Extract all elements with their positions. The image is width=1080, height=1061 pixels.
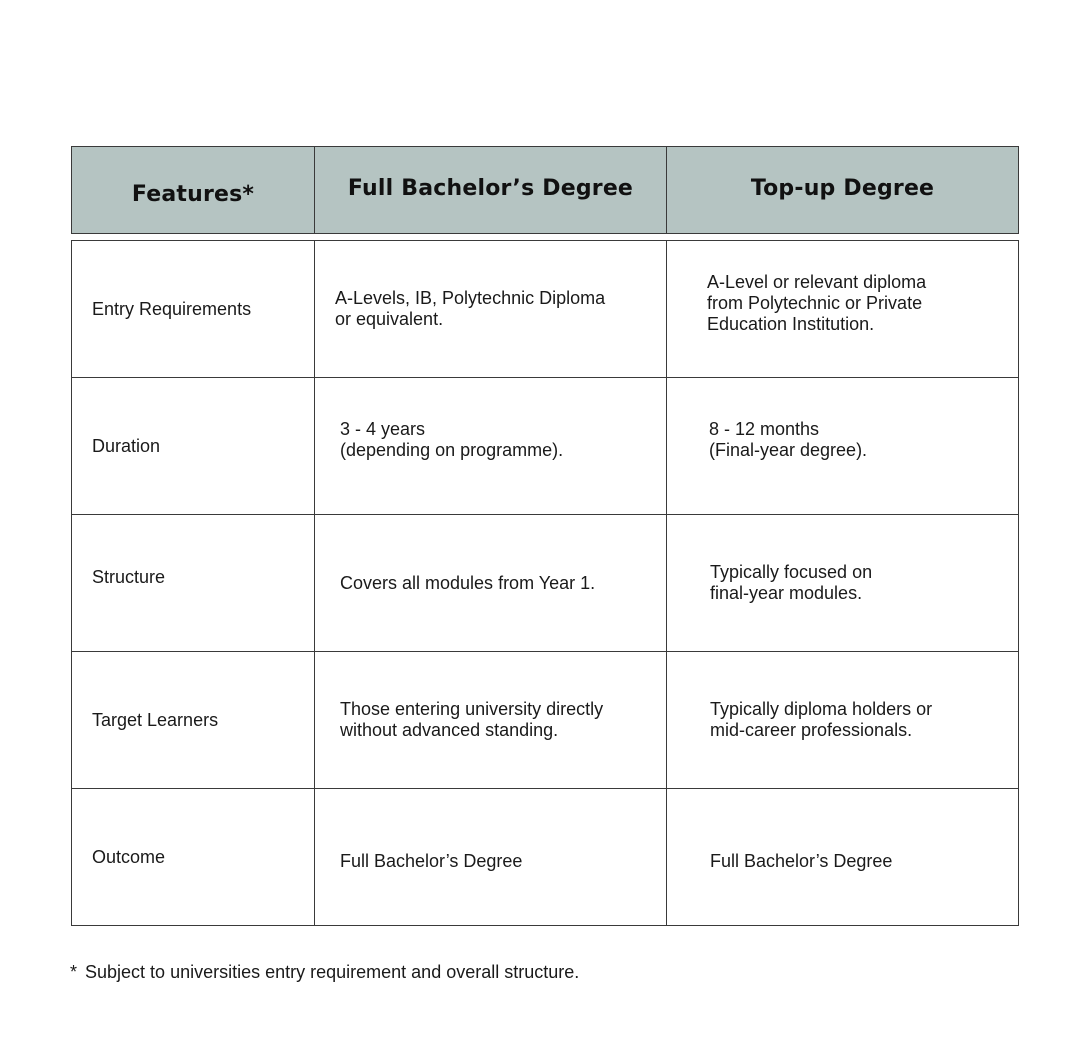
feature-cell (72, 652, 315, 789)
footnote (70, 962, 579, 983)
feature-label: Target Learners (92, 709, 219, 730)
footnote-text: Subject to universities entry requirement and overall structure. (85, 962, 580, 982)
comparison-table-header (71, 146, 1019, 234)
full-degree-cell (315, 652, 667, 789)
full-degree-cell (315, 241, 667, 378)
header-top-up-degree: Top-up Degree (667, 147, 1019, 234)
topup-degree-cell (667, 515, 1019, 652)
feature-cell (72, 241, 315, 378)
full-degree-value: 3 - 4 years (depending on programme). (340, 419, 564, 460)
feature-label: Entry Requirements (92, 298, 252, 319)
topup-degree-value: Full Bachelor’s Degree (710, 850, 893, 871)
table-row-structure (72, 515, 1019, 652)
footnote-marker: * (70, 962, 78, 982)
feature-label: Duration (92, 435, 161, 456)
full-degree-cell (315, 789, 667, 926)
topup-degree-value: Typically diploma holders or mid-career professionals. (710, 699, 933, 740)
feature-label: Structure (92, 566, 166, 587)
full-degree-value: Those entering university directly without advanced standing. (340, 699, 604, 740)
feature-cell (72, 515, 315, 652)
topup-degree-value: 8 - 12 months (Final-year degree). (709, 419, 868, 460)
header-full-bachelors-degree: Full Bachelor’s Degree (315, 147, 667, 234)
topup-degree-cell (667, 652, 1019, 789)
header-features: Features* (72, 147, 315, 234)
table-row-outcome (72, 789, 1019, 926)
topup-degree-value: Typically focused on final-year modules. (710, 562, 873, 603)
topup-degree-cell (667, 241, 1019, 378)
full-degree-value: Full Bachelor’s Degree (340, 850, 523, 871)
full-degree-value: Covers all modules from Year 1. (340, 572, 596, 593)
full-degree-value: A-Levels, IB, Polytechnic Diploma or equivalent. (335, 288, 606, 329)
table-row-entry-requirements (72, 241, 1019, 378)
feature-cell (72, 378, 315, 515)
header-row (72, 147, 1019, 234)
full-degree-cell (315, 515, 667, 652)
table-row-target-learners (72, 652, 1019, 789)
topup-degree-value: A-Level or relevant diploma from Polytechnic or Private Education Institution. (707, 271, 927, 334)
full-degree-cell (315, 378, 667, 515)
topup-degree-cell (667, 378, 1019, 515)
feature-cell (72, 789, 315, 926)
topup-degree-cell (667, 789, 1019, 926)
feature-label: Outcome (92, 846, 166, 867)
comparison-table-body (71, 240, 1019, 926)
table-row-duration (72, 378, 1019, 515)
